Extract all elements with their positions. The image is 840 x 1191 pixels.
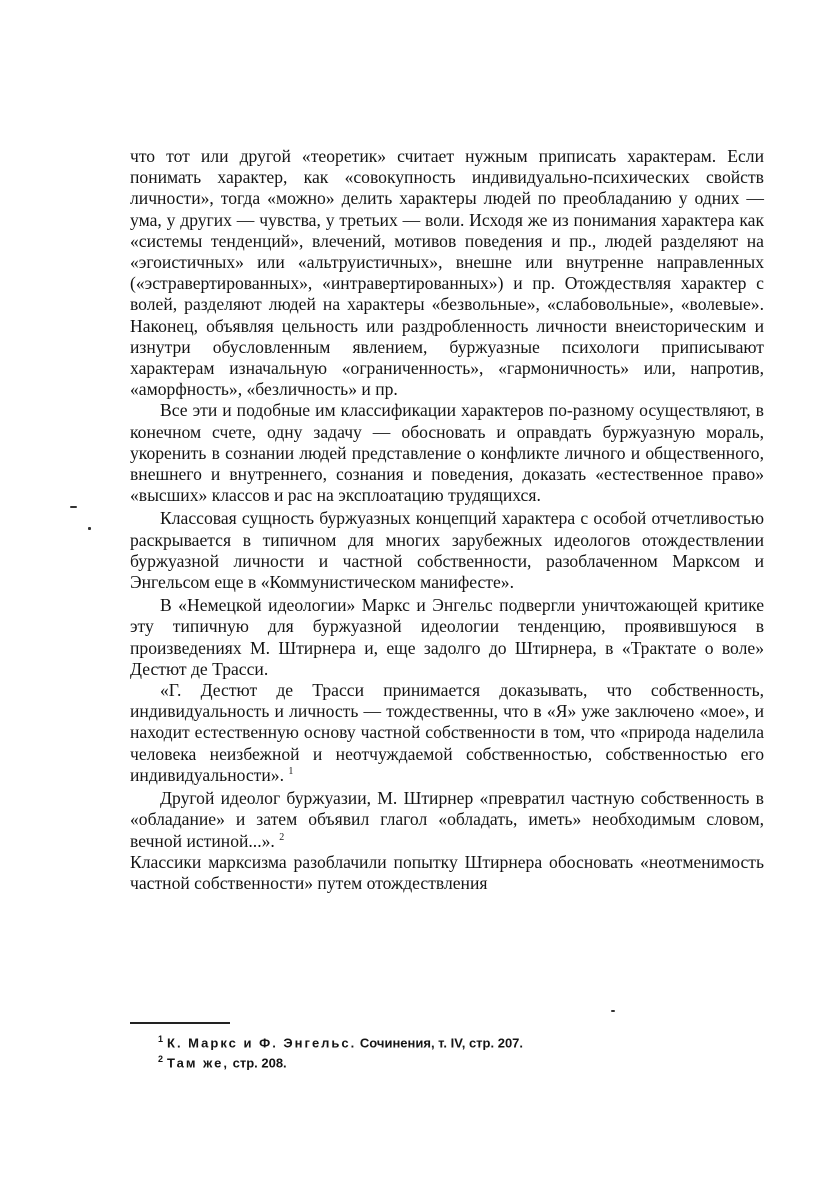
footnote-ref-2: 2 (279, 831, 285, 843)
paragraph-7-text: Классики марксизма разоблачили попытку Штирнера обосновать «неотменимость частной собственности» путем отождествления (130, 851, 764, 893)
footnote-2-source: стр. 208. (232, 1055, 287, 1071)
footnote-2-mark: 2 (158, 1054, 164, 1065)
footnotes (158, 1031, 718, 1072)
paragraph-6 (130, 788, 764, 894)
paragraph-6-text: Другой идеолог буржуазии, М. Штирнер «превратил частную собственность в «обладание» и затем объявил глагол «обладать, иметь» необходимым словом, вечной истиной...». (130, 788, 764, 851)
body-text (130, 146, 764, 894)
footnote-2-author: Там же, (167, 1055, 229, 1071)
paragraph-3: Классовая сущность буржуазных концепций характера с особой отчетливостью раскрывается в типичном для многих зарубежных идеологов отождествлении буржуазной личности и частной собственности, разоблаченном Марксом и Энгельсом еще в «Коммунистическом манифесте». (130, 508, 764, 593)
paragraph-5-quote (130, 680, 764, 786)
scan-speck (611, 1010, 615, 1012)
footnote-2 (158, 1051, 718, 1071)
footnote-1-source: Сочинения, т. IV, стр. 207. (359, 1035, 524, 1051)
paragraph-2: Все эти и подобные им классификации характеров по-разному осуществляют, в конечном счете, одну задачу — обосновать и оправдать буржуазную мораль, укоренить в сознании людей представление о конфликте личного и общественного, внешнего и внутреннего, сознания и поведения, доказать «естественное право» «высших» классов и рас на эксплоатацию трудящихся. (130, 400, 764, 506)
paragraph-1: что тот или другой «теоретик» считает нужным приписать характерам. Если понимать характер, как «совокупность индивидуально-психических свойств личности», тогда «можно» делить характеры людей по преобладанию у одних — ума, у других — чувства, у третьих — воли. Исходя же из понимания характера как «системы тенденций», влечений, мотивов поведения и пр., людей разделяют на «эгоистичных» или «альтруистичных», внешне или внутренне направленных («эстравертированных», «интравертированных») и пр. Отождествляя характер с волей, разделяют людей на характеры «безвольные», «слабовольные», «волевые». Наконец, объявляя цельность или раздробленность личности внеисторическим и изнутри обусловленным явлением, буржуазные психологи приписывают характерам изначальную «ограниченность», «гармоничность» или, напротив, «аморфность», «безличность» и пр. (130, 146, 764, 400)
paragraph-4: В «Немецкой идеологии» Маркс и Энгельс подвергли уничтожающей критике эту типичную для буржуазной идеологии тенденцию, проявившуюся в произведениях М. Штирнера и, еще задолго до Штирнера, в «Трактате о воле» Дестют де Трасси. (130, 595, 764, 679)
footnote-1-mark: 1 (158, 1034, 164, 1044)
footnote-ref-1: 1 (288, 766, 294, 778)
footnote-divider (130, 1022, 230, 1024)
quote-text: «Г. Дестют де Трасси принимается доказывать, что собственность, индивидуальность и личность — тождественны, что в «Я» уже заключено «мое», и находит естественную основу частной собственности в том, что «природа наделила человека неизбежной и неотчуждаемой собственностью, собственностью его индивидуальности». (130, 680, 764, 785)
footnote-1 (158, 1031, 718, 1051)
scan-speck (70, 506, 77, 508)
footnote-1-author: К. Маркс и Ф. Энгельс. (167, 1035, 357, 1051)
scan-speck (88, 527, 91, 530)
